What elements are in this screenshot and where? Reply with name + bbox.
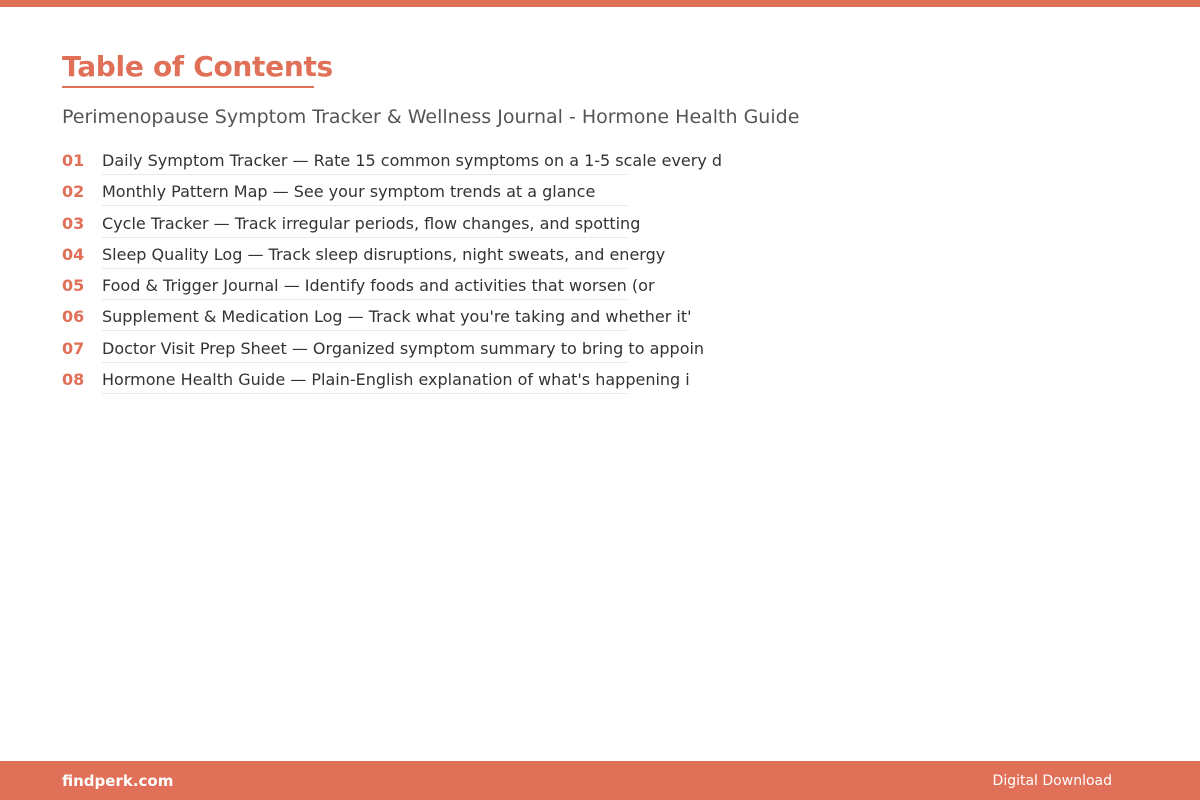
toc-item-number: 04 xyxy=(62,244,85,264)
footer-brand: findperk.com xyxy=(62,772,174,790)
toc-item-number: 08 xyxy=(62,370,85,390)
toc-item-text[interactable]: Doctor Visit Prep Sheet — Organized symptom summary to bring to appoin xyxy=(102,338,705,358)
toc-item-number: 01 xyxy=(62,151,85,170)
page-subtitle: Perimenopause Symptom Tracker & Wellness Journal - Hormone Health Guide xyxy=(62,106,800,128)
toc-item-text[interactable]: Food & Trigger Journal — Identify foods and activities that worsen (or xyxy=(102,276,655,296)
toc-item-divider xyxy=(102,205,627,206)
toc-item-divider xyxy=(102,362,627,363)
toc-item-number: 07 xyxy=(62,338,85,358)
top-accent-bar xyxy=(0,0,1200,7)
toc-item-text[interactable]: Monthly Pattern Map — See your symptom trends at a glance xyxy=(102,182,596,202)
page-title: Table of Contents xyxy=(62,50,333,83)
toc-item-divider xyxy=(102,237,627,238)
toc-item-text[interactable]: Daily Symptom Tracker — Rate 15 common symptoms on a 1-5 scale every d xyxy=(102,151,723,170)
toc-item-text[interactable]: Sleep Quality Log — Track sleep disruptions, night sweats, and energy xyxy=(102,244,666,264)
toc-item-divider xyxy=(102,330,627,331)
toc-item-divider xyxy=(102,174,627,175)
toc-item-number: 05 xyxy=(62,276,85,296)
toc-item-divider xyxy=(102,268,627,269)
title-underline xyxy=(62,50,333,88)
toc-item-text[interactable]: Supplement & Medication Log — Track what you're taking and whether it' xyxy=(102,307,692,327)
toc-item-divider xyxy=(102,393,627,394)
footer-note: Digital Download xyxy=(992,773,1112,789)
footer-bar xyxy=(0,761,1200,800)
toc-item-number: 06 xyxy=(62,307,85,327)
toc-item-number: 03 xyxy=(62,213,85,233)
toc-item-text[interactable]: Hormone Health Guide — Plain-English explanation of what's happening i xyxy=(102,370,690,390)
toc-item-text[interactable]: Cycle Tracker — Track irregular periods, flow changes, and spotting xyxy=(102,213,641,233)
toc-item-number: 02 xyxy=(62,182,85,202)
toc-item-divider xyxy=(102,299,627,300)
